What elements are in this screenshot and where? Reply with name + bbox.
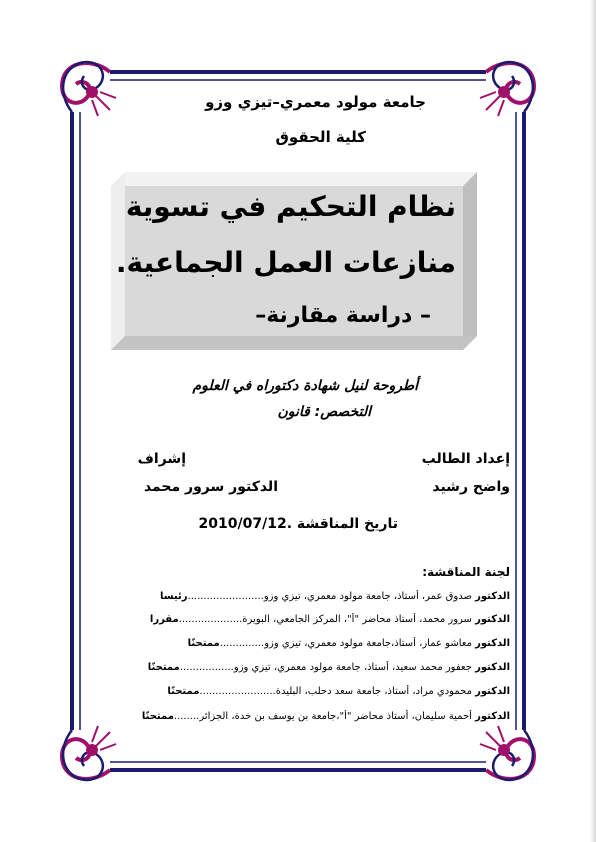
university-name: جامعة مولود معمري–تيزي وزو [205, 93, 426, 111]
jury-member: الدكتور سرور محمد، أستاذ محاضر "أ"، المركز الجامعي، البويرة....................مقررا [149, 614, 510, 625]
thesis-title-line-1: نظام التحكيم في تسوية [125, 190, 456, 223]
jury-member: الدكتور صدوق عمر، أستاذ، جامعة مولود معمري، تيزي وزو........................رئيسا [160, 591, 510, 602]
thesis-title-line-2: منازعات العمل الجماعية. [115, 246, 456, 279]
faculty-name: كلية الحقوق [275, 128, 366, 146]
jury-title: لجنة المناقشة: [422, 565, 510, 579]
supervision-label: إشراف [137, 451, 186, 467]
corner-ornament-top-right [480, 62, 534, 116]
defense-label: تاريخ المناقشة [292, 516, 398, 532]
degree-statement: أطروحة لنيل شهادة دكتوراه في العلوم [192, 378, 418, 394]
jury-member: الدكتور جعفور محمد سعيد، أستاذ، جامعة مولود معمري، تيزي وزو.................ممتحنًا [147, 662, 510, 673]
jury-member: الدكتور محمودي مراد، أستاذ، جامعة سعد دحلب، البليدة........................ممتحنًا [167, 686, 510, 697]
defense-date: 2010/07/12. [198, 516, 293, 532]
supervisor-name: الدكتور سرور محمد [143, 479, 278, 495]
thesis-subtitle: – دراسة مقارنة– [255, 303, 431, 328]
corner-ornament-bottom-left [62, 726, 116, 780]
specialty: التخصص: قانون [277, 404, 371, 420]
corner-ornament-top-left [62, 62, 116, 116]
jury-member: الدكتور معاشو عمار، أستاذ،جامعة مولود معمري، تيزي وزو..............ممتحنًا [187, 638, 510, 649]
prepared-by-label: إعداد الطالب [421, 451, 510, 467]
student-name: واضح رشيد [432, 479, 510, 495]
jury-member: الدكتور أحمية سليمان، أستاذ محاضر "أ"،جامعة بن يوسف بن خدة، الجزائر........ممتحنًا [141, 711, 510, 722]
defense-date-line [199, 516, 398, 532]
corner-ornament-bottom-right [480, 726, 534, 780]
